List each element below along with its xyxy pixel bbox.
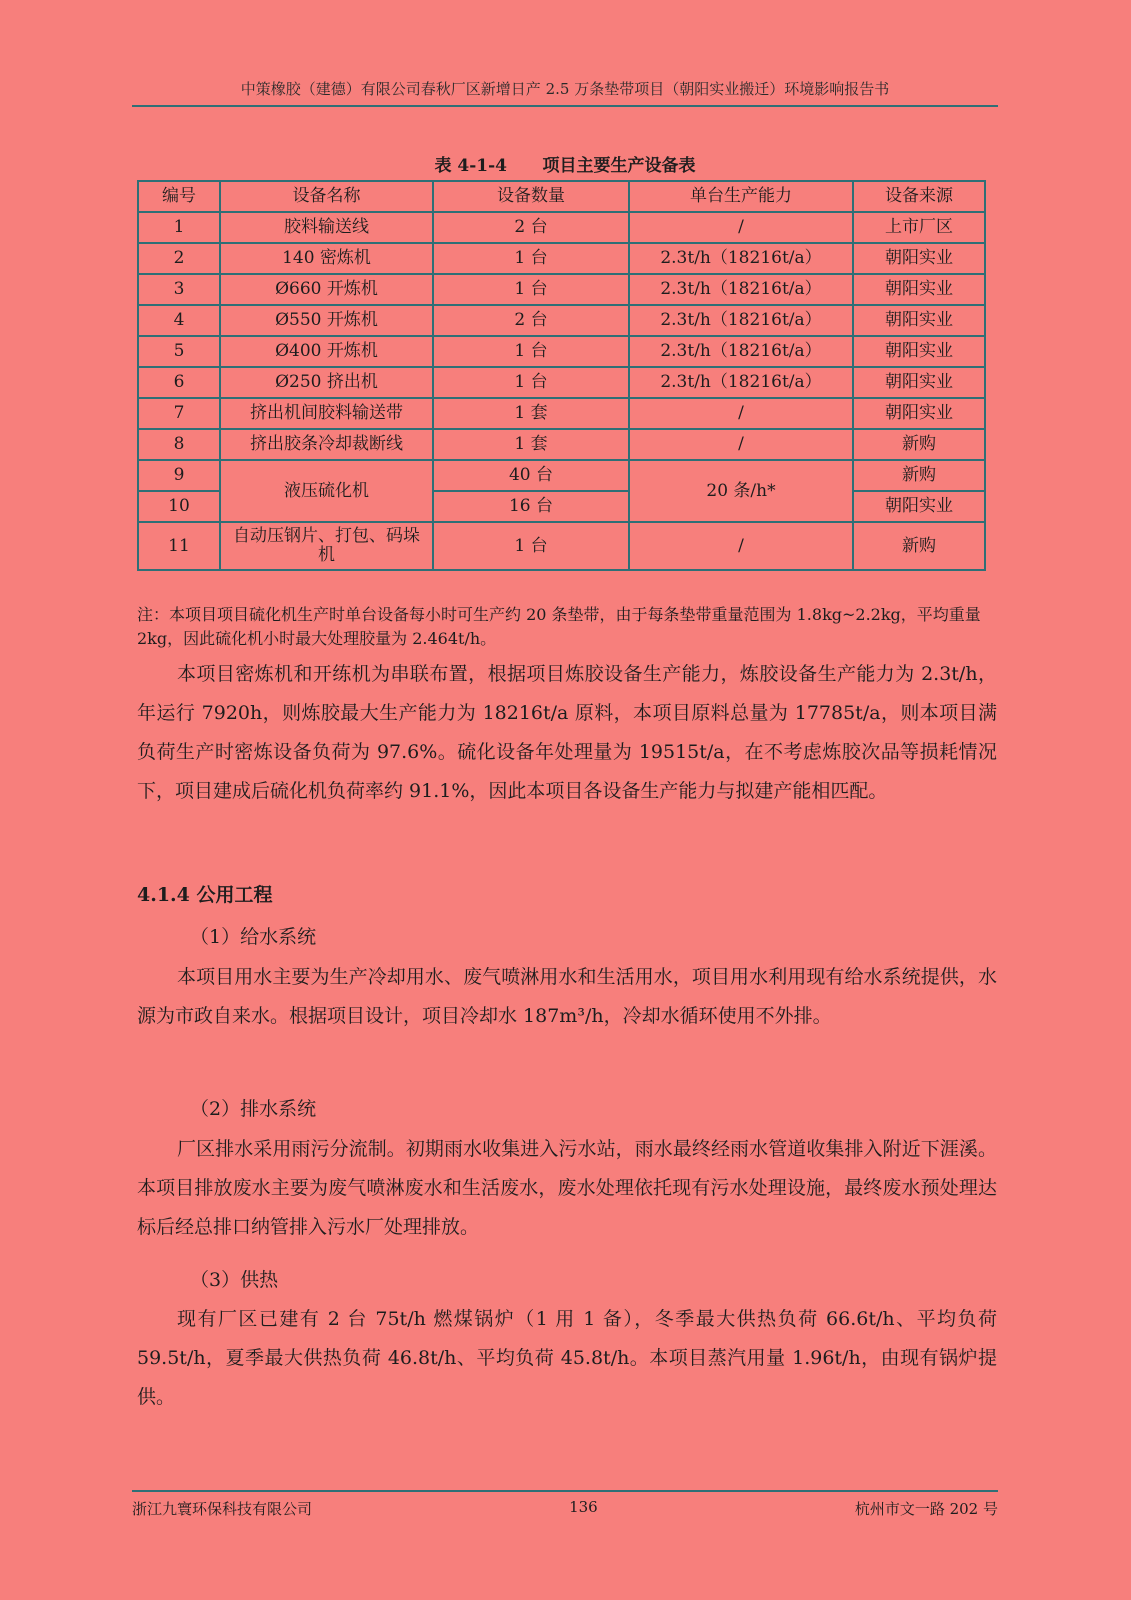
cell-source: 朝阳实业: [853, 491, 985, 522]
cell-qty: 1 套: [433, 398, 629, 429]
cell-source: 朝阳实业: [853, 274, 985, 305]
table-note: 注：本项目项目硫化机生产时单台设备每小时可生产约 20 条垫带，由于每条垫带重量范围为 1.8kg~2.2kg，平均重量 2kg，因此硫化机小时最大处理胶量为 2.464t/h。: [137, 605, 981, 648]
cell-capacity: /: [629, 212, 853, 243]
cell-no: 10: [138, 491, 220, 522]
cell-qty: 1 台: [433, 522, 629, 570]
table-title: 表 4-1-4 项目主要生产设备表: [434, 156, 696, 176]
table-row: [138, 336, 985, 367]
paragraph: 本项目用水主要为生产冷却用水、废气喷淋用水和生活用水，项目用水利用现有给水系统提供，水源为市政自来水。根据项目设计，项目冷却水 187m³/h，冷却水循环使用不外排。: [137, 966, 997, 1027]
cell-name: 自动压钢片、打包、码垛机: [220, 522, 433, 570]
cell-source: 新购: [853, 429, 985, 460]
cell-name: 140 密炼机: [220, 243, 433, 274]
subsection-heading: （2）排水系统: [190, 1098, 317, 1120]
cell-qty: 1 台: [433, 367, 629, 398]
cell-name: 液压硫化机: [220, 460, 433, 522]
column-header: 设备名称: [220, 181, 433, 212]
cell-no: 9: [138, 460, 220, 491]
cell-no: 7: [138, 398, 220, 429]
cell-no: 2: [138, 243, 220, 274]
table-row: [138, 274, 985, 305]
equipment-table: [137, 180, 986, 571]
section-heading: 4.1.4 公用工程: [137, 884, 273, 906]
table-row: [138, 243, 985, 274]
cell-no: 11: [138, 522, 220, 570]
cell-qty: 1 台: [433, 336, 629, 367]
subsection-heading: （3）供热: [190, 1269, 279, 1291]
cell-no: 8: [138, 429, 220, 460]
cell-capacity: 2.3t/h（18216t/a）: [629, 305, 853, 336]
cell-qty: 16 台: [433, 491, 629, 522]
footer-company: 浙江九寰环保科技有限公司: [132, 1500, 313, 1518]
table-row: [138, 367, 985, 398]
column-header: 设备数量: [433, 181, 629, 212]
cell-qty: 2 台: [433, 212, 629, 243]
column-header: 单台生产能力: [629, 181, 853, 212]
cell-qty: 1 台: [433, 243, 629, 274]
cell-qty: 1 台: [433, 274, 629, 305]
table-row: [138, 429, 985, 460]
cell-capacity: /: [629, 398, 853, 429]
cell-no: 3: [138, 274, 220, 305]
cell-qty: 2 台: [433, 305, 629, 336]
cell-capacity: 2.3t/h（18216t/a）: [629, 243, 853, 274]
column-header: 设备来源: [853, 181, 985, 212]
cell-name: 挤出机间胶料输送带: [220, 398, 433, 429]
cell-source: 新购: [853, 522, 985, 570]
page-footer: [132, 1490, 998, 1519]
cell-capacity: 2.3t/h（18216t/a）: [629, 336, 853, 367]
cell-name: 胶料输送线: [220, 212, 433, 243]
table-row: [138, 398, 985, 429]
table-row: [138, 460, 985, 491]
cell-name: Ø550 开炼机: [220, 305, 433, 336]
cell-no: 4: [138, 305, 220, 336]
cell-name: 挤出胶条冷却裁断线: [220, 429, 433, 460]
cell-source: 朝阳实业: [853, 336, 985, 367]
cell-name: Ø400 开炼机: [220, 336, 433, 367]
table-row: [138, 212, 985, 243]
cell-name: Ø660 开炼机: [220, 274, 433, 305]
cell-capacity: 2.3t/h（18216t/a）: [629, 274, 853, 305]
cell-source: 上市厂区: [853, 212, 985, 243]
column-header: 编号: [138, 181, 220, 212]
paragraph: 现有厂区已建有 2 台 75t/h 燃煤锅炉（1 用 1 备），冬季最大供热负荷 66.6t/h、平均负荷 59.5t/h，夏季最大供热负荷 46.8t/h、平均负荷 45.8t/h。本项目蒸汽用量 1.96t/h，由现有锅炉提供。: [137, 1308, 997, 1408]
cell-source: 朝阳实业: [853, 398, 985, 429]
paragraph: 厂区排水采用雨污分流制。初期雨水收集进入污水站，雨水最终经雨水管道收集排入附近下涯溪。本项目排放废水主要为废气喷淋废水和生活废水，废水处理依托现有污水处理设施，最终废水预处理达标后经总排口纳管排入污水厂处理排放。: [137, 1138, 997, 1238]
cell-no: 1: [138, 212, 220, 243]
paragraph: 本项目密炼机和开练机为串联布置，根据项目炼胶设备生产能力，炼胶设备生产能力为 2.3t/h，年运行 7920h，则炼胶最大生产能力为 18216t/a 原料，本项目原料总量为 17785t/a，则本项目满负荷生产时密炼设备负荷为 97.6%。硫化设备年处理量为 19515t/a，在不考虑炼胶次品等损耗情况下，项目建成后硫化机负荷率约 91.1%，因此本项目各设备生产能力与拟建产能相匹配。: [137, 663, 997, 802]
cell-source: 朝阳实业: [853, 305, 985, 336]
cell-capacity: 2.3t/h（18216t/a）: [629, 367, 853, 398]
table-row: [138, 522, 985, 570]
cell-source: 朝阳实业: [853, 243, 985, 274]
footer-address: 杭州市文一路 202 号: [854, 1500, 998, 1518]
cell-source: 新购: [853, 460, 985, 491]
cell-source: 朝阳实业: [853, 367, 985, 398]
page-header: 中策橡胶（建德）有限公司春秋厂区新增日产 2.5 万条垫带项目（朝阳实业搬迁）环境影响报告书: [132, 78, 998, 107]
cell-capacity: /: [629, 429, 853, 460]
table-row: [138, 305, 985, 336]
cell-qty: 40 台: [433, 460, 629, 491]
cell-capacity: 20 条/h*: [629, 460, 853, 522]
cell-qty: 1 套: [433, 429, 629, 460]
cell-no: 6: [138, 367, 220, 398]
subsection-heading: （1）给水系统: [190, 926, 317, 948]
table-header-row: [138, 181, 985, 212]
cell-capacity: /: [629, 522, 853, 570]
cell-name: Ø250 挤出机: [220, 367, 433, 398]
page-number: 136: [569, 1498, 598, 1516]
cell-no: 5: [138, 336, 220, 367]
